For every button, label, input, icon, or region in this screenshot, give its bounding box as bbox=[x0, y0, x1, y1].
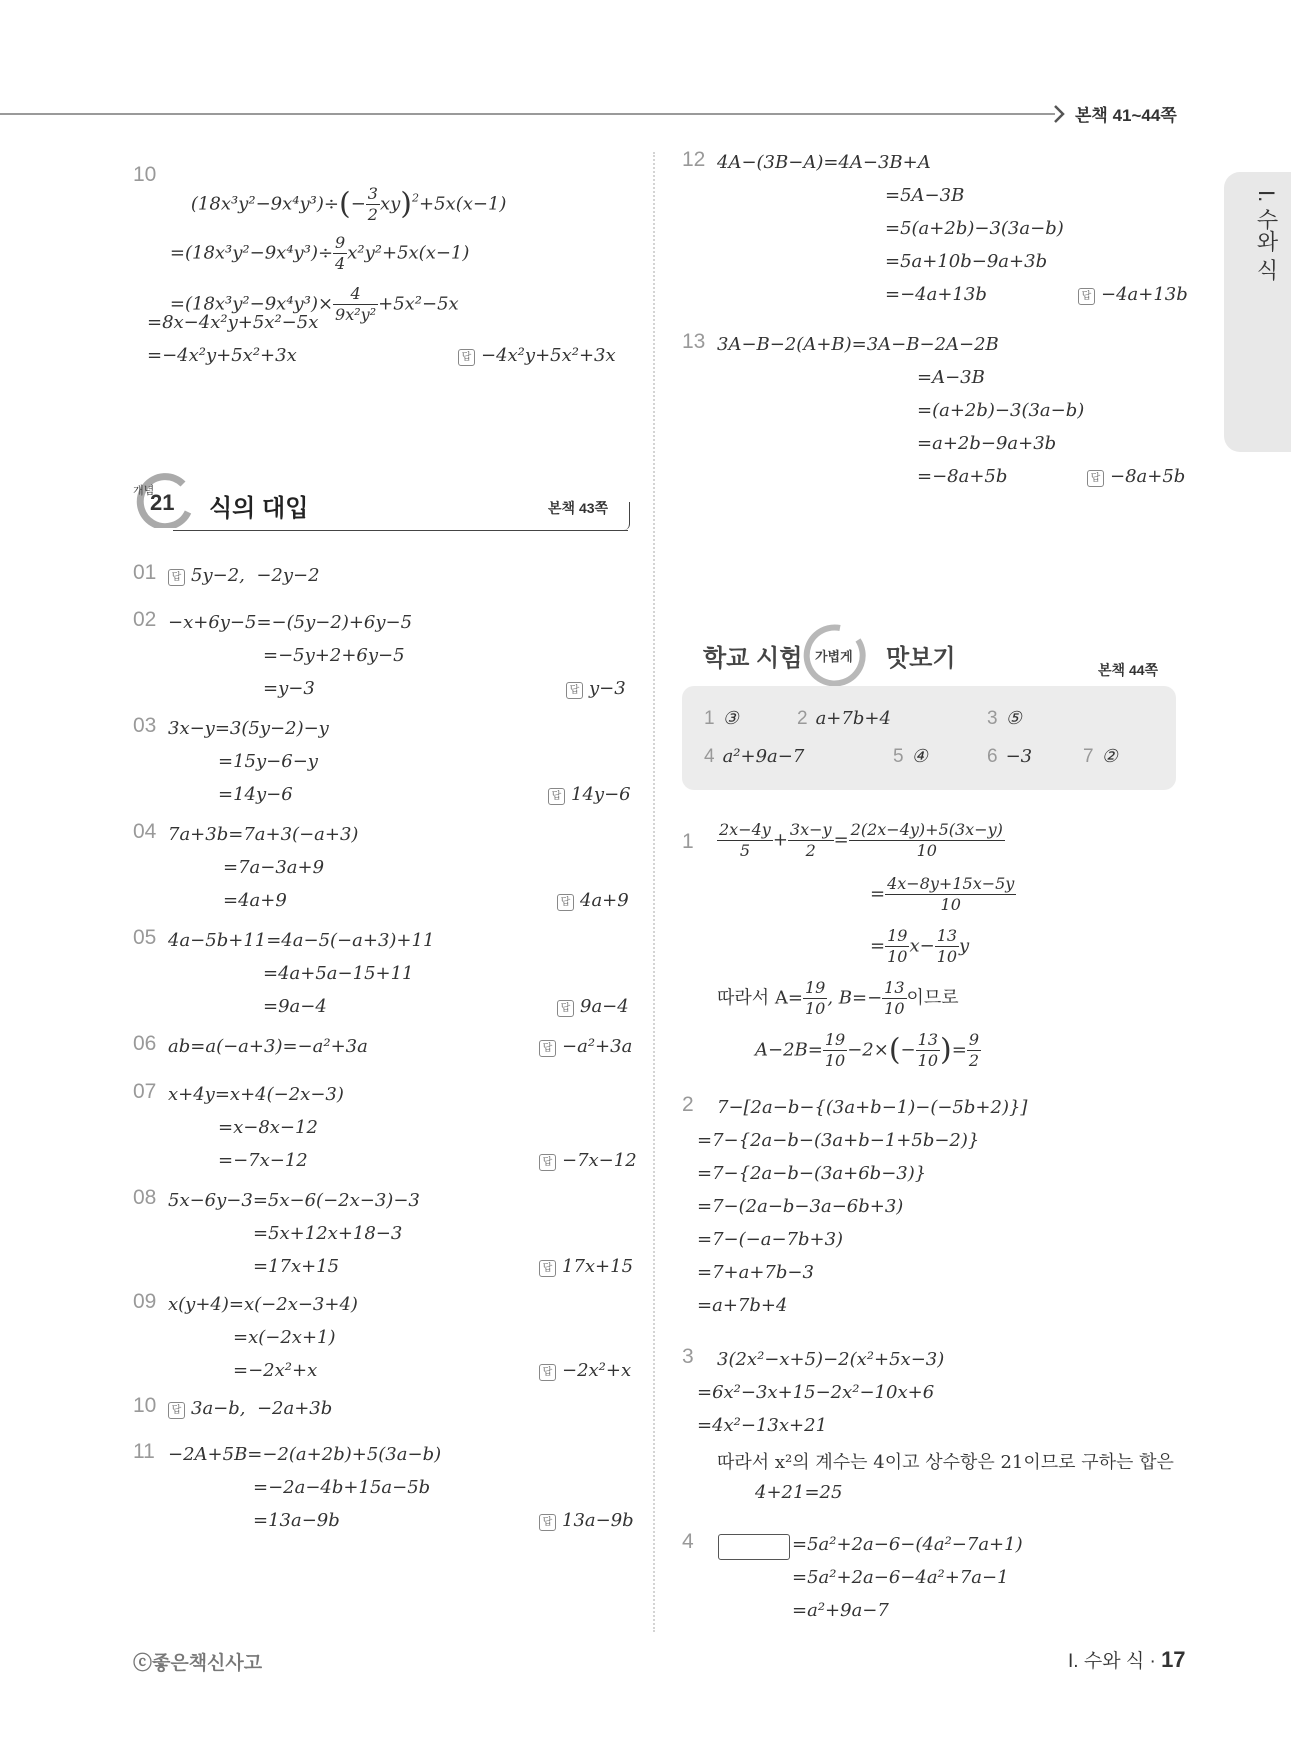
expr: A−2B= bbox=[755, 1039, 823, 1061]
equation-line: =8x−4x²y+5x²−5x bbox=[147, 312, 319, 333]
equation-line: A−2B= $\frac{19}{10}$ −2×(− $\frac{13}{10}$ )= $\frac{9}{2}$ bbox=[755, 1030, 979, 1070]
answer-value: 13a−9b bbox=[562, 1510, 634, 1531]
answer-icon: 답 bbox=[539, 1154, 556, 1171]
frac-num: 2(2x−4y)+5(3x−y) bbox=[850, 820, 1003, 839]
answer-value: −4a+13b bbox=[1101, 284, 1188, 305]
equation-line: =7−{2a−b−(3a+b−1+5b−2)} bbox=[697, 1130, 980, 1151]
frac-num: 13 bbox=[917, 1030, 938, 1049]
answer-icon: 답 bbox=[557, 894, 574, 911]
expr: =(18x³y²−9x⁴y³)÷ bbox=[169, 242, 334, 264]
expr: +5x(x−1) bbox=[419, 193, 507, 215]
answer-icon: 답 bbox=[168, 569, 185, 586]
answer-value: −4x²y+5x²+3x bbox=[481, 345, 616, 366]
answer-icon: 답 bbox=[458, 349, 475, 366]
problem-number: 10 bbox=[133, 163, 157, 186]
answer bbox=[539, 1036, 632, 1057]
test-subtitle: 가볍게 bbox=[815, 649, 853, 664]
chapter-tab-label: I. 수와 식 bbox=[1254, 190, 1279, 281]
problem-number: 05 bbox=[133, 926, 157, 949]
equation-line: −x+6y−5=−(5y−2)+6y−5 bbox=[168, 612, 413, 633]
frac-den: 9x²y² bbox=[335, 305, 377, 324]
answer-value: 5y−2, −2y−2 bbox=[191, 565, 320, 586]
answer-value: 4a+9 bbox=[580, 890, 629, 911]
concept-label: 개념 bbox=[133, 485, 155, 497]
problem-number: 09 bbox=[133, 1290, 157, 1313]
equation-line: 7−[2a−b−{(3a+b−1)−(−5b+2)}] bbox=[717, 1097, 1028, 1118]
problem-number: 06 bbox=[133, 1032, 157, 1055]
chevron-right-icon bbox=[1052, 104, 1066, 124]
frac-num: 4x−8y+15x−5y bbox=[887, 874, 1015, 893]
equation-line: 3x−y=3(5y−2)−y bbox=[168, 718, 329, 739]
summary-answer-1 bbox=[704, 708, 739, 730]
equation-line: = $\frac{4x-8y+15x-5y}{10}$ bbox=[870, 874, 1015, 914]
summary-value: a²+9a−7 bbox=[722, 746, 805, 767]
page-ref: 본책 41~44쪽 bbox=[1075, 106, 1177, 125]
equation-line: =a²+9a−7 bbox=[792, 1600, 889, 1621]
equation-line: =−5y+2+6y−5 bbox=[263, 645, 405, 666]
equation-line: x+4y=x+4(−2x−3) bbox=[168, 1084, 344, 1105]
answer bbox=[548, 784, 631, 805]
summary-num: 4 bbox=[704, 746, 715, 767]
summary-value: ② bbox=[1101, 746, 1118, 767]
equation-line: =7a−3a+9 bbox=[223, 857, 325, 878]
equation-line: =a+2b−9a+3b bbox=[917, 433, 1057, 454]
frac-num: 19 bbox=[887, 926, 908, 945]
equation-line: =x(−2x+1) bbox=[233, 1327, 336, 1348]
answer-value: 9a−4 bbox=[580, 996, 629, 1017]
answer-icon: 답 bbox=[1087, 470, 1104, 487]
frac-den: 10 bbox=[804, 999, 826, 1018]
summary-num: 2 bbox=[797, 708, 808, 729]
frac-den: 2 bbox=[968, 1051, 979, 1070]
answer-value: 14y−6 bbox=[571, 784, 631, 805]
frac-num: 13 bbox=[936, 926, 958, 945]
summary-answer-3 bbox=[987, 708, 1022, 730]
expr: x− bbox=[909, 935, 935, 957]
frac-num: 13 bbox=[884, 978, 905, 997]
equation-line: =15y−6−y bbox=[218, 751, 318, 772]
expr: (18x³y²−9x⁴y³)÷ bbox=[190, 193, 339, 215]
blank-box bbox=[718, 1534, 790, 1560]
equation-line: =7−{2a−b−(3a+6b−3)} bbox=[697, 1163, 927, 1184]
frac-num: 4 bbox=[333, 284, 378, 305]
equation-line: =13a−9b bbox=[253, 1510, 340, 1531]
equation-line: 4A−(3B−A)=4A−3B+A bbox=[717, 152, 931, 173]
footer-chapter: I. 수와 식 · bbox=[1068, 1651, 1162, 1672]
frac-num: 19 bbox=[824, 1030, 846, 1049]
equation-line bbox=[717, 978, 959, 1019]
solution-number: 2 bbox=[682, 1093, 694, 1116]
summary-answer-5 bbox=[893, 746, 928, 768]
frac-den: 5 bbox=[739, 841, 750, 860]
summary-num: 1 bbox=[704, 708, 715, 729]
problem-number: 08 bbox=[133, 1186, 157, 1209]
answer bbox=[539, 1360, 631, 1381]
page-footer bbox=[1068, 1646, 1186, 1673]
answer bbox=[539, 1510, 634, 1531]
page-number: 17 bbox=[1161, 1647, 1186, 1672]
summary-value: ⑤ bbox=[1005, 708, 1022, 729]
answer-value: 3a−b, −2a+3b bbox=[191, 1398, 333, 1419]
equation-line: =5x+12x+18−3 bbox=[253, 1223, 403, 1244]
test-title-2: 맛보기 bbox=[886, 645, 956, 672]
publisher-logo: ⓒ좋은책신사고 bbox=[133, 1653, 263, 1674]
answer bbox=[1078, 284, 1188, 305]
summary-value: a+7b+4 bbox=[815, 708, 891, 729]
expr: 이므로 bbox=[906, 987, 959, 1009]
equation-line: =y−3 bbox=[263, 678, 315, 699]
section-heading: 식의 대입 bbox=[209, 495, 309, 522]
equation-line: =5(a+2b)−3(3a−b) bbox=[885, 218, 1064, 239]
answer-icon: 답 bbox=[539, 1364, 556, 1381]
answer bbox=[539, 1150, 637, 1171]
equation-line: =−4a+13b bbox=[885, 284, 987, 305]
problem-number: 02 bbox=[133, 608, 157, 631]
frac-num: 19 bbox=[804, 978, 826, 997]
answer-value: 17x+15 bbox=[562, 1256, 634, 1277]
expr: + bbox=[772, 829, 788, 851]
expr: = bbox=[951, 1039, 967, 1061]
frac-num: 3 bbox=[367, 184, 378, 203]
summary-num: 7 bbox=[1083, 746, 1094, 767]
summary-num: 6 bbox=[987, 746, 998, 767]
summary-value: −3 bbox=[1005, 746, 1033, 767]
answer-icon: 답 bbox=[539, 1040, 556, 1057]
section-title bbox=[133, 470, 628, 532]
title-underline bbox=[173, 530, 628, 531]
expr: y bbox=[959, 935, 970, 957]
equation-line: −2A+5B=−2(a+2b)+5(3a−b) bbox=[168, 1444, 442, 1465]
problem-number: 13 bbox=[682, 330, 706, 353]
answer-value: y−3 bbox=[589, 678, 626, 699]
equation-line: =x−8x−12 bbox=[218, 1117, 318, 1138]
equation-line: ab=a(−a+3)=−a²+3a bbox=[168, 1036, 368, 1057]
equation-line: =a+7b+4 bbox=[697, 1295, 788, 1316]
summary-answer-4 bbox=[704, 746, 804, 768]
equation-line: =7+a+7b−3 bbox=[697, 1262, 814, 1283]
test-header bbox=[700, 620, 1176, 680]
frac-den: 10 bbox=[916, 841, 937, 860]
equation-line: =−2a−4b+15a−5b bbox=[253, 1477, 431, 1498]
answer bbox=[539, 1256, 633, 1277]
equation-line: =9a−4 bbox=[263, 996, 327, 1017]
equation-line: =(a+2b)−3(3a−b) bbox=[917, 400, 1085, 421]
frac-num: 9 bbox=[335, 233, 346, 252]
equation-line: =−8a+5b bbox=[917, 466, 1008, 487]
answer-icon: 답 bbox=[557, 1000, 574, 1017]
answer bbox=[168, 565, 320, 586]
test-title: 학교 시험 bbox=[703, 645, 803, 672]
summary-num: 3 bbox=[987, 708, 998, 729]
expr: x²y²+5x(x−1) bbox=[347, 242, 470, 264]
answer bbox=[557, 996, 629, 1017]
frac-den: 10 bbox=[824, 1051, 846, 1070]
equation-line: =14y−6 bbox=[218, 784, 293, 805]
equation-line: 4a−5b+11=4a−5(−a+3)+11 bbox=[168, 930, 435, 951]
explanation-text: 따라서 x²의 계수는 4이고 상수항은 21이므로 구하는 합은 bbox=[717, 1452, 1174, 1473]
equation-line: =−4x²y+5x²+3x bbox=[147, 345, 297, 366]
expr: +5x²−5x bbox=[378, 293, 459, 315]
frac-den: 10 bbox=[936, 947, 958, 966]
frac-num: 2x−4y bbox=[719, 820, 771, 839]
answer bbox=[458, 345, 616, 366]
problem-number: 03 bbox=[133, 714, 157, 737]
frac-den: 2 bbox=[367, 205, 378, 224]
equation-line: =4a+9 bbox=[223, 890, 287, 911]
frac-num: 9 bbox=[968, 1030, 979, 1049]
answer-icon: 답 bbox=[539, 1260, 556, 1277]
concept-number: 21 bbox=[150, 490, 175, 515]
answer-icon: 답 bbox=[168, 1402, 185, 1419]
answer bbox=[557, 890, 629, 911]
equation-line: =4x²−13x+21 bbox=[697, 1415, 828, 1436]
equation-line: =A−3B bbox=[917, 367, 985, 388]
expr: , B=− bbox=[827, 987, 883, 1009]
answer-icon: 답 bbox=[566, 682, 583, 699]
equation-line: 3(2x²−x+5)−2(x²+5x−3) bbox=[717, 1349, 945, 1370]
frac-den: 10 bbox=[940, 895, 961, 914]
frac-num: 3x−y bbox=[789, 820, 832, 839]
answer-summary-box bbox=[682, 686, 1176, 790]
equation-line: =5A−3B bbox=[885, 185, 965, 206]
problem-number: 12 bbox=[682, 148, 706, 171]
equation-line: =−2x²+x bbox=[233, 1360, 318, 1381]
answer-value: −7x−12 bbox=[562, 1150, 637, 1171]
summary-answer-2 bbox=[797, 708, 891, 730]
test-ref: 본책 44쪽 bbox=[1098, 662, 1159, 678]
equation-line: =6x²−3x+15−2x²−10x+6 bbox=[697, 1382, 935, 1403]
equation-line: (18x³y²−9x⁴y³)÷(− $\frac{3}{2}$ xy)$^2$+5x(x−1) bbox=[190, 184, 507, 224]
equation-line: =5a²+2a−6−4a²+7a−1 bbox=[792, 1567, 1009, 1588]
equation-line: =−7x−12 bbox=[218, 1150, 308, 1171]
equation-line: =4a+5a−15+11 bbox=[263, 963, 414, 984]
summary-answer-7 bbox=[1083, 746, 1118, 768]
equation-line: =7−(2a−b−3a−6b+3) bbox=[697, 1196, 904, 1217]
frac-den: 10 bbox=[917, 1051, 938, 1070]
title-corner bbox=[623, 502, 630, 530]
problem-number: 01 bbox=[133, 561, 157, 584]
expr: =(18x³y²−9x⁴y³)× bbox=[169, 293, 334, 315]
answer-value: −a²+3a bbox=[562, 1036, 633, 1057]
problem-number: 07 bbox=[133, 1080, 157, 1103]
equation-line: 3A−B−2(A+B)=3A−B−2A−2B bbox=[717, 334, 999, 355]
explanation-result: 4+21=25 bbox=[755, 1482, 843, 1503]
answer-icon: 답 bbox=[548, 788, 565, 805]
summary-value: ④ bbox=[911, 746, 928, 767]
solution-number: 3 bbox=[682, 1345, 694, 1368]
equation-line: =5a²+2a−6−(4a²−7a+1) bbox=[792, 1534, 1023, 1555]
equation-line bbox=[147, 263, 459, 346]
column-divider bbox=[653, 152, 655, 1632]
answer-value: −2x²+x bbox=[562, 1360, 632, 1381]
answer-value: −8a+5b bbox=[1110, 466, 1186, 487]
answer bbox=[168, 1398, 332, 1419]
problem-number: 11 bbox=[133, 1440, 155, 1463]
summary-value: ③ bbox=[722, 708, 739, 729]
section-ref: 본책 43쪽 bbox=[548, 500, 609, 516]
equation-line: =17x+15 bbox=[253, 1256, 340, 1277]
summary-num: 5 bbox=[893, 746, 904, 767]
equation-line: 5x−6y−3=5x−6(−2x−3)−3 bbox=[168, 1190, 420, 1211]
equation-line: x(y+4)=x(−2x−3+4) bbox=[168, 1294, 358, 1315]
problem-number: 10 bbox=[133, 1394, 157, 1417]
equation-line: = $\frac{19}{10}$ x− $\frac{13}{10}$ y bbox=[870, 926, 970, 966]
equation-line: =5a+10b−9a+3b bbox=[885, 251, 1048, 272]
solution-number: 1 bbox=[682, 830, 694, 853]
equation-line: $\frac{2x-4y}{5}$ + $\frac{3x-y}{2}$ = $\frac{2(2x-4y)+5(3x-y)}{10}$ bbox=[719, 820, 1003, 860]
frac-den: 2 bbox=[805, 841, 816, 860]
equation-line: =7−(−a−7b+3) bbox=[697, 1229, 844, 1250]
answer-icon: 답 bbox=[1078, 288, 1095, 305]
solution-number: 4 bbox=[682, 1530, 694, 1553]
expr: 따라서 A= bbox=[717, 987, 803, 1009]
equation-line: 7a+3b=7a+3(−a+3) bbox=[168, 824, 359, 845]
frac-den: 10 bbox=[887, 947, 908, 966]
problem-number: 04 bbox=[133, 820, 157, 843]
answer bbox=[566, 678, 626, 699]
frac-den: 10 bbox=[884, 999, 905, 1018]
frac-den: 4 bbox=[335, 254, 346, 273]
header-rule bbox=[0, 113, 1055, 115]
expr: −2× bbox=[847, 1039, 889, 1061]
answer bbox=[1087, 466, 1185, 487]
answer-icon: 답 bbox=[539, 1514, 556, 1531]
summary-answer-6 bbox=[987, 746, 1032, 768]
